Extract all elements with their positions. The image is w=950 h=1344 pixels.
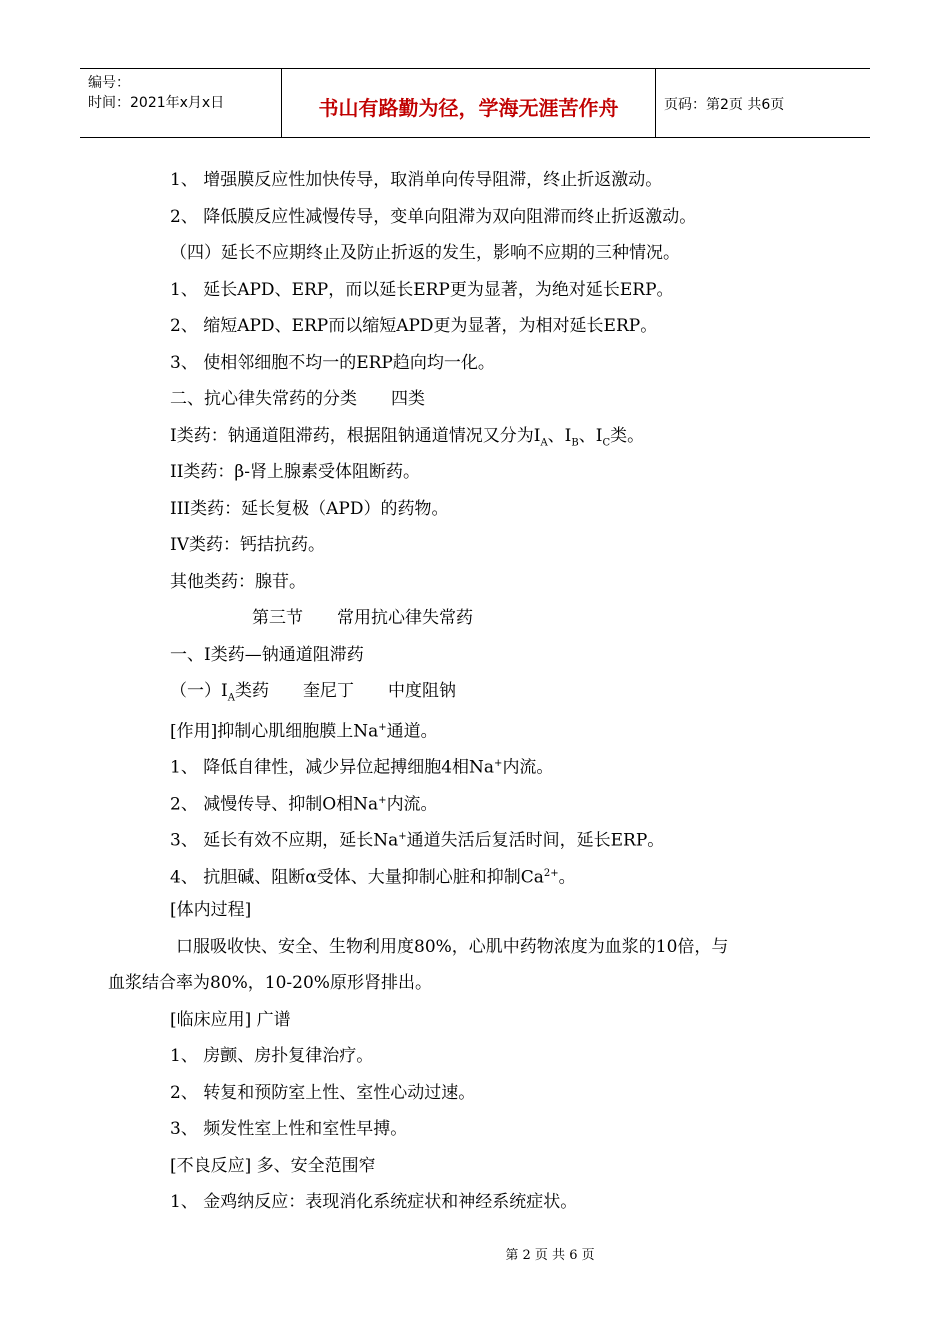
text-line: IV类药：钙拮抗药。	[170, 535, 325, 555]
header-meta	[80, 69, 282, 137]
subscript: C	[602, 436, 611, 448]
text-line	[170, 418, 830, 455]
superscript: +	[378, 794, 387, 806]
text-line: [临床应用] 广谱	[170, 1009, 291, 1030]
text-line	[170, 783, 830, 820]
subscript: B	[571, 436, 579, 448]
text-line: 1、 房颤、房扑复律治疗。	[170, 1046, 374, 1066]
text-segment: 2、 减慢传导、抑制O相Na	[170, 794, 379, 815]
text-segment: 、I	[578, 425, 603, 446]
text-line: III类药：延长复极（APD）的药物。	[170, 498, 449, 519]
text-segment: 内流。	[502, 757, 554, 778]
text-line: 3、 使相邻细胞不均一的ERP趋向均一化。	[170, 352, 495, 373]
text-segment: I类药：钠通道阻滞药，根据阻钠通道情况又分为I	[170, 425, 541, 446]
text-line: 1、 延长APD、ERP，而以延长ERP更为显著，为绝对延长ERP。	[170, 279, 674, 300]
text-segment: [作用]抑制心肌细胞膜上Na	[170, 721, 379, 742]
text-segment: 通道。	[386, 721, 438, 742]
text-line: 口服吸收快、安全、生物利用度80%，心肌中药物浓度为血浆的10倍，与	[176, 936, 729, 957]
text-segment: 、I	[547, 425, 572, 446]
time-label: 时间：2021年x月x日	[88, 95, 225, 111]
superscript: 2+	[543, 867, 559, 879]
page-footer	[0, 1244, 950, 1263]
text-line: 2、 缩短APD、ERP而以缩短APD更为显著，为相对延长ERP。	[170, 316, 658, 336]
text-line	[170, 746, 830, 783]
text-line: 血浆结合率为80%，10-20%原形肾排出。	[108, 973, 432, 993]
page-number: 第 2 页 共 6 页	[505, 1248, 595, 1263]
text-line: 3、 频发性室上性和室性早搏。	[170, 1119, 408, 1139]
section-heading: 二、抗心律失常药的分类 四类	[170, 389, 425, 409]
text-segment: 。	[558, 867, 576, 888]
subscript: A	[227, 692, 235, 704]
superscript: +	[398, 831, 407, 842]
text-line	[170, 856, 830, 893]
text-line: II类药：β-肾上腺素受体阻断药。	[170, 462, 421, 482]
page-header	[80, 68, 870, 138]
superscript: +	[494, 758, 503, 769]
text-segment: 类。	[610, 425, 645, 446]
text-segment: 3、 延长有效不应期，延长Na	[170, 830, 399, 851]
text-segment: 通道失活后复活时间，延长ERP。	[406, 830, 665, 851]
text-segment: （一）I	[170, 681, 228, 701]
text-line: （四）延长不应期终止及防止折返的发生，影响不应期的三种情况。	[170, 243, 680, 263]
document-body	[108, 162, 830, 1221]
section-heading: 一、I类药—钠通道阻滞药	[170, 644, 364, 665]
text-segment: 类药 奎尼丁 中度阻钠	[234, 681, 456, 701]
number-label: 编号：	[88, 75, 130, 91]
subscript: A	[540, 436, 548, 448]
text-line	[170, 819, 830, 856]
text-line: 1、 增强膜反应性加快传导，取消单向传导阻滞，终止折返激动。	[170, 170, 663, 190]
text-line: 2、 转复和预防室上性、室性心动过速。	[170, 1082, 476, 1103]
text-line: 其他类药：腺苷。	[170, 571, 306, 592]
chapter-heading: 第三节 常用抗心律失常药	[252, 608, 473, 628]
superscript: +	[378, 721, 387, 733]
header-page-info: 页码：第2页 共6页	[664, 97, 785, 113]
text-line: 2、 降低膜反应性减慢传导，变单向阻滞为双向阻滞而终止折返激动。	[170, 206, 697, 227]
text-line: 1、 金鸡纳反应：表现消化系统症状和神经系统症状。	[170, 1192, 578, 1212]
text-line	[170, 710, 830, 747]
header-motto: 书山有路勤为径，学海无涯苦作舟	[282, 69, 656, 137]
text-line: [体内过程]	[170, 900, 252, 920]
text-segment: 内流。	[386, 794, 438, 815]
text-line	[170, 673, 830, 710]
text-segment: 4、 抗胆碱、阻断α受体、大量抑制心脏和抑制Ca	[170, 867, 544, 888]
text-line: [不良反应] 多、安全范围窄	[170, 1155, 376, 1176]
text-segment: 1、 降低自律性，减少异位起搏细胞4相Na	[170, 757, 495, 778]
